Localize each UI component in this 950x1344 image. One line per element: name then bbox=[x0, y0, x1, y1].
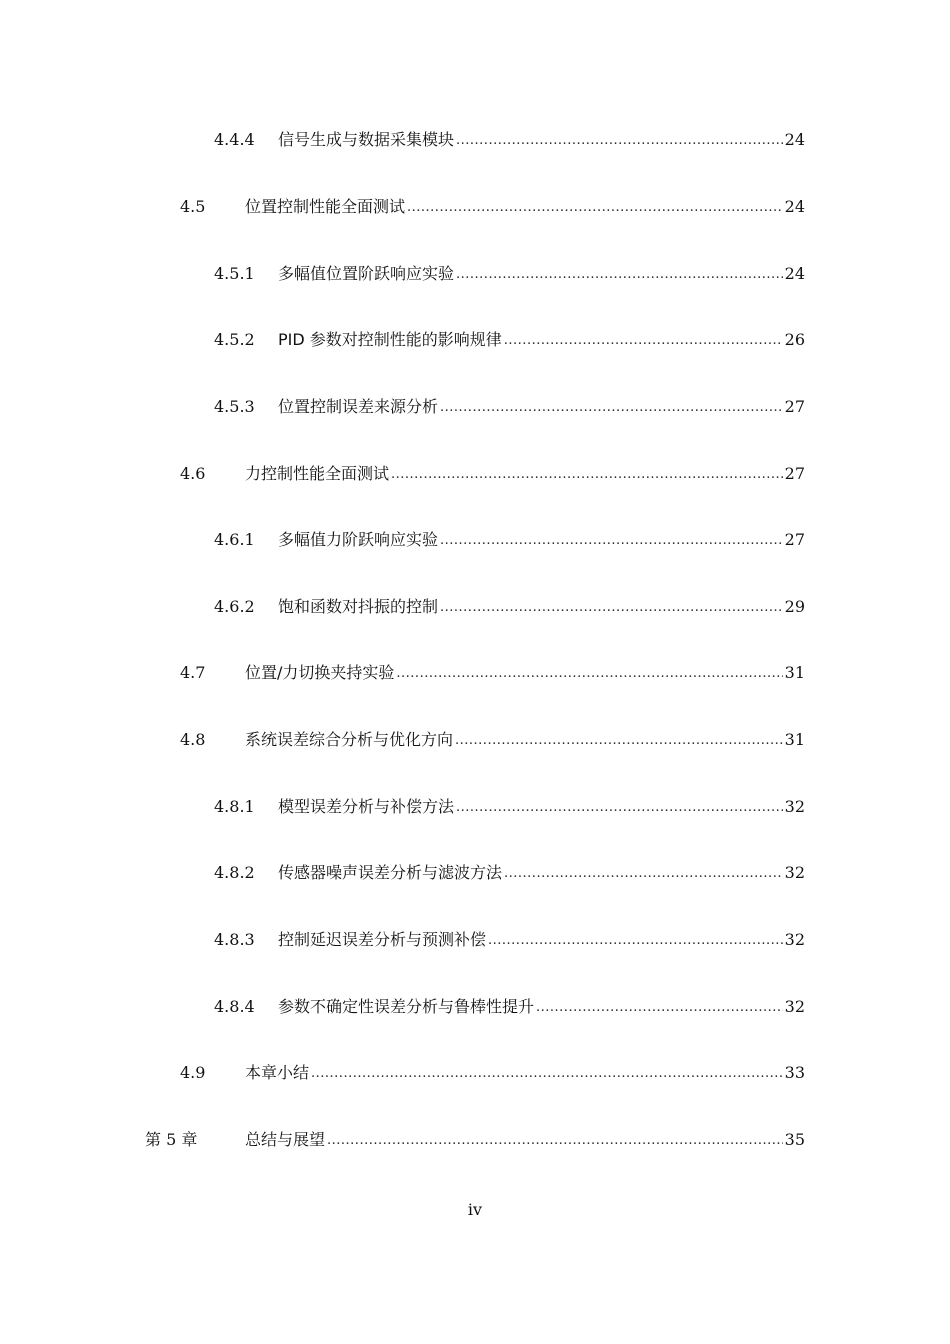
toc-entry-title: 饱和函数对抖振的控制 bbox=[278, 597, 439, 616]
toc-entry-4-6-1[interactable] bbox=[214, 528, 805, 552]
toc-dot-leader bbox=[456, 127, 783, 153]
toc-entry-page: 26 bbox=[784, 330, 805, 349]
page-footer-number: iv bbox=[467, 1200, 483, 1219]
toc-entry-number: 4.5 bbox=[180, 197, 206, 216]
toc-entry-number: 4.8.1 bbox=[214, 797, 255, 816]
toc-dot-leader bbox=[327, 1127, 783, 1153]
toc-entry-page: 24 bbox=[784, 130, 805, 149]
toc-entry-4-6[interactable] bbox=[180, 462, 805, 486]
toc-entry-title: 多幅值位置阶跃响应实验 bbox=[278, 264, 455, 283]
toc-entry-chapter-5[interactable] bbox=[145, 1128, 805, 1152]
toc-entry-4-5-2[interactable] bbox=[214, 328, 805, 352]
toc-entry-title: 本章小结 bbox=[245, 1063, 310, 1082]
toc-entry-title: 信号生成与数据采集模块 bbox=[278, 130, 455, 149]
toc-entry-4-5-3[interactable] bbox=[214, 395, 805, 419]
toc-entry-page: 31 bbox=[784, 730, 805, 749]
toc-entry-number: 4.8.2 bbox=[214, 863, 255, 882]
toc-dot-leader bbox=[396, 660, 782, 686]
toc-entry-4-5-1[interactable] bbox=[214, 262, 805, 286]
toc-entry-4-8-1[interactable] bbox=[214, 795, 805, 819]
toc-entry-page: 31 bbox=[784, 663, 805, 682]
toc-entry-title: 位置/力切换夹持实验 bbox=[245, 663, 395, 682]
toc-entry-page: 24 bbox=[784, 197, 805, 216]
toc-dot-leader bbox=[440, 527, 783, 553]
toc-entry-title: 控制延迟误差分析与预测补偿 bbox=[278, 930, 487, 949]
toc-entry-title: 多幅值力阶跃响应实验 bbox=[278, 530, 439, 549]
toc-entry-title: 位置控制误差来源分析 bbox=[278, 397, 439, 416]
toc-dot-leader bbox=[456, 794, 783, 820]
toc-entry-4-8-2[interactable] bbox=[214, 861, 805, 885]
toc-entry-page: 24 bbox=[784, 264, 805, 283]
toc-entry-4-7[interactable] bbox=[180, 661, 805, 685]
toc-entry-number: 4.8.4 bbox=[214, 997, 255, 1016]
toc-entry-number: 4.5.1 bbox=[214, 264, 255, 283]
toc-entry-number: 4.6 bbox=[180, 464, 206, 483]
toc-entry-title: 系统误差综合分析与优化方向 bbox=[245, 730, 454, 749]
toc-entry-number: 4.6.2 bbox=[214, 597, 255, 616]
toc-entry-4-9[interactable] bbox=[180, 1061, 805, 1085]
toc-dot-leader bbox=[488, 927, 783, 953]
toc-entry-page: 29 bbox=[784, 597, 805, 616]
toc-entry-page: 35 bbox=[784, 1130, 805, 1149]
toc-entry-page: 32 bbox=[784, 997, 805, 1016]
toc-entry-title: 位置控制性能全面测试 bbox=[245, 197, 406, 216]
toc-dot-leader bbox=[455, 727, 783, 753]
toc-dot-leader bbox=[536, 994, 783, 1020]
toc-entry-page: 32 bbox=[784, 797, 805, 816]
toc-entry-number: 4.8.3 bbox=[214, 930, 255, 949]
toc-entry-page: 32 bbox=[784, 930, 805, 949]
toc-entry-page: 32 bbox=[784, 863, 805, 882]
toc-dot-leader bbox=[504, 327, 783, 353]
toc-entry-title: PID 参数对控制性能的影响规律 bbox=[278, 330, 502, 349]
toc-entry-title: 总结与展望 bbox=[245, 1130, 326, 1149]
toc-dot-leader bbox=[391, 461, 783, 487]
toc-dot-leader bbox=[456, 261, 783, 287]
toc-entry-number: 4.6.1 bbox=[214, 530, 255, 549]
toc-entry-page: 27 bbox=[784, 464, 805, 483]
toc-dot-leader bbox=[311, 1060, 783, 1086]
toc-entry-page: 27 bbox=[784, 530, 805, 549]
toc-entry-title: 模型误差分析与补偿方法 bbox=[278, 797, 455, 816]
toc-entry-page: 33 bbox=[784, 1063, 805, 1082]
toc-entry-number: 4.5.2 bbox=[214, 330, 255, 349]
toc-entry-4-8-3[interactable] bbox=[214, 928, 805, 952]
toc-entry-number: 4.4.4 bbox=[214, 130, 255, 149]
toc-entry-4-6-2[interactable] bbox=[214, 595, 805, 619]
toc-entry-number: 4.8 bbox=[180, 730, 206, 749]
toc-entry-4-5[interactable] bbox=[180, 195, 805, 219]
toc-entry-number: 4.7 bbox=[180, 663, 206, 682]
toc-entry-page: 27 bbox=[784, 397, 805, 416]
toc-entry-title: 传感器噪声误差分析与滤波方法 bbox=[278, 863, 503, 882]
toc-dot-leader bbox=[504, 860, 783, 886]
toc-entry-number: 4.5.3 bbox=[214, 397, 255, 416]
toc-entry-title: 力控制性能全面测试 bbox=[245, 464, 390, 483]
toc-dot-leader bbox=[440, 594, 783, 620]
toc-entry-4-4-4[interactable] bbox=[214, 128, 805, 152]
toc-entry-4-8[interactable] bbox=[180, 728, 805, 752]
toc-entry-title: 参数不确定性误差分析与鲁棒性提升 bbox=[278, 997, 535, 1016]
toc-dot-leader bbox=[407, 194, 783, 220]
toc-dot-leader bbox=[440, 394, 783, 420]
toc-entry-number: 4.9 bbox=[180, 1063, 206, 1082]
toc-entry-number: 第 5 章 bbox=[145, 1130, 198, 1149]
toc-entry-4-8-4[interactable] bbox=[214, 995, 805, 1019]
